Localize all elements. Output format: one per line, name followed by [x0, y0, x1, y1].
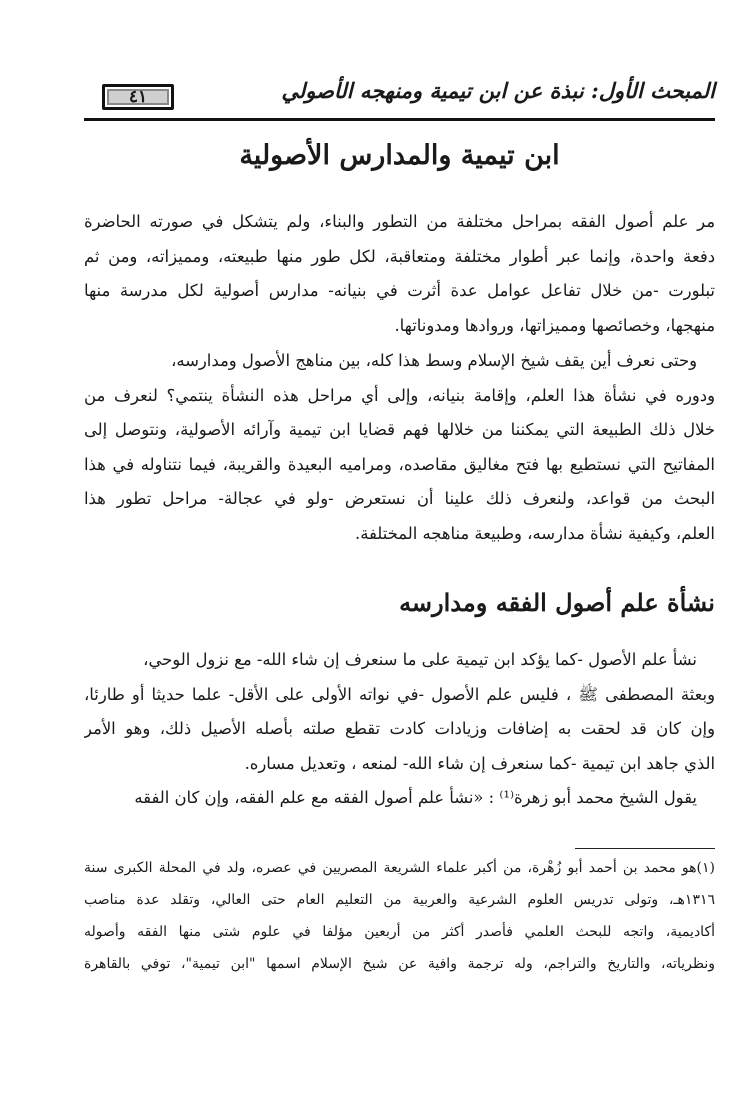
page-number-badge — [102, 84, 174, 110]
paragraph-line: وبعثة المصطفى ﷺ ، فليس علم الأصول -في نواته الأولى على الأقل- علما حديثا أو طارئا، — [84, 684, 715, 704]
paragraph-3 — [84, 643, 715, 781]
footnote-line: ١٣١٦هـ، وتولى تدريس العلوم الشرعية والعربية من التعليم العام حتى العالي، وتقلد عدة مناصب — [84, 892, 715, 908]
paragraph-line: خلال ذلك الطبيعة التي يمكننا من خلالها فهم قضايا ابن تيمية وآرائه الأصولية، ونتوصل إلى — [84, 420, 715, 439]
paragraph-line: الذي جاهد ابن تيمية -كما سنعرف إن شاء الله- لمنعه ، وتعديل مساره. — [244, 753, 715, 773]
footnote-line: (١)هو محمد بن أحمد أبو زُهْرة، من أكبر علماء الشريعة المصريين في عصره، ولد في المحلة الكبرى سنة — [84, 860, 715, 876]
paragraph-line: العلم، وكيفية نشأة مدارسه، وطبيعة مناهجه المختلفة. — [354, 523, 715, 543]
paragraph-line: ودوره في نشأة هذا العلم، وإقامة بنيانه، وإلى أي مراحل هذه النشأة ينتمي؟ لنعرف من — [84, 385, 715, 405]
paragraph-line: وإن كان قد لحقت به إضافات وزيادات كادت تقطع صلته بأصله الأصيل ذلك، وهو الأمر — [84, 719, 715, 738]
paragraph-line: دفعة واحدة، وإنما عبر أطوار مختلفة ومتعاقبة، لكل طور منها طبيعته، ومميزاته، ومن ثم — [84, 246, 715, 266]
paragraph-line: المفاتيح التي نستطيع بها فتح مغاليق مقاصده، ومراميه البعيدة والقريبة، فيما نتناوله في هذا — [84, 454, 715, 474]
running-title: المبحث الأول: نبذة عن ابن تيمية ومنهجه الأصولي — [281, 78, 715, 103]
paragraph-line: يقول الشيخ محمد أبو زهرة⁽¹⁾ : «نشأ علم أصول الفقه مع علم الفقه، وإن كان الفقه — [134, 788, 697, 807]
page-number: ٤١ — [128, 87, 148, 107]
paragraph-2 — [84, 344, 715, 551]
footnote-divider — [575, 848, 715, 849]
footnote-line: ونظرياته، والتاريخ والتراجم، وله ترجمة وافية عن شيخ الإسلام اسمها "ابن تيمية"، توفي بالقاهرة — [84, 956, 715, 972]
header-divider — [84, 118, 715, 121]
paragraph-line: منهجها، وخصائصها ومميزاتها، وروادها ومدوناتها. — [394, 315, 715, 335]
paragraph-line: البحث من قواعد، ولنعرف ذلك علينا أن نستعرض -ولو في عجالة- مراحل تطور هذا — [84, 489, 715, 508]
paragraph-line: تبلورت -من خلال تفاعل عوامل عدة أثرت في بنيانه- مدارس أصولية لكل مدرسة منها — [84, 281, 715, 300]
subheading: نشأة علم أصول الفقه ومدارسه — [399, 588, 715, 617]
footnotes — [84, 852, 715, 980]
paragraph-line: نشأ علم الأصول -كما يؤكد ابن تيمية على ما سنعرف إن شاء الله- مع نزول الوحي، — [143, 650, 697, 669]
section-title: ابن تيمية والمدارس الأصولية — [239, 140, 560, 171]
paragraph-1 — [84, 205, 715, 343]
footnote-line: أكاديمية، واتجه للبحث العلمي فأصدر أكثر من أربعين مؤلفا في علوم شتى منها الفقه وأصوله — [84, 924, 715, 940]
paragraph-line: وحتى نعرف أين يقف شيخ الإسلام وسط هذا كله، بين مناهج الأصول ومدارسه، — [171, 351, 697, 370]
paragraph-4 — [84, 781, 715, 816]
running-header — [84, 72, 715, 120]
paragraph-line: مر علم أصول الفقه بمراحل مختلفة من التطور والبناء، ولم يتشكل في صورته الحاضرة — [84, 212, 715, 231]
